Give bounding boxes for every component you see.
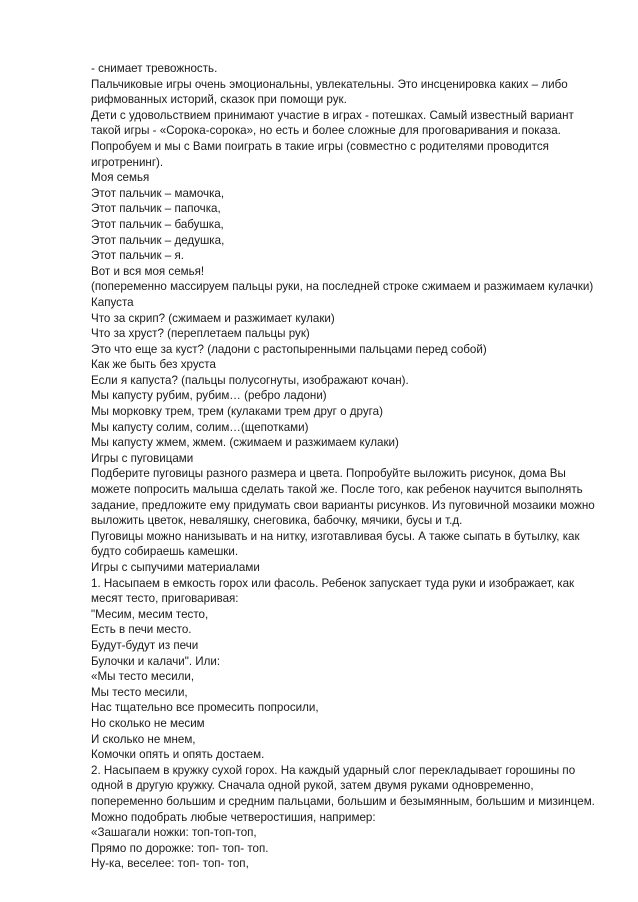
text-line: Дети с удовольствием принимают участие в играх - потешках. Самый известный вариант xyxy=(91,108,574,122)
verse-line: Что за хруст? (переплетаем пальцы рук) xyxy=(91,327,310,341)
verse-line: Мы тесто месили, xyxy=(91,685,188,699)
verse-line: Если я капуста? (пальцы полусогнуты, изображают кочан). xyxy=(91,373,409,387)
verse-line: Это что еще за куст? (ладони с растопыренными пальцами перед собой) xyxy=(91,342,487,356)
verse-line: Будут-будут из печи xyxy=(91,638,199,652)
verse-line: Вот и вся моя семья! xyxy=(91,264,205,278)
text-line: месят тесто, приговаривая: xyxy=(91,592,239,606)
verse-line: Булочки и калачи". Или: xyxy=(91,654,221,668)
document-body xyxy=(91,61,596,872)
text-line: Подберите пуговицы разного размера и цвета. Попробуйте выложить рисунок, дома Вы xyxy=(91,467,566,481)
verse-line: Комочки опять и опять достаем. xyxy=(91,748,265,762)
verse-line: «Мы тесто месили, xyxy=(91,670,195,684)
section-heading: Игры с сыпучими материалами xyxy=(91,561,260,574)
verse-line: Мы капусту жмем, жмем. (сжимаем и разжимаем кулаки) xyxy=(91,436,399,450)
verse-line: Есть в печи место. xyxy=(91,623,192,637)
text-line: рифмованных историй, сказок при помощи рук. xyxy=(91,93,347,107)
verse-line: Что за скрип? (сжимаем и разжимает кулаки) xyxy=(91,311,335,325)
section-heading: Капуста xyxy=(91,295,134,309)
verse-line: Как же быть без хруста xyxy=(91,358,216,372)
text-line: задание, предложите ему придумать свои варианты рисунков. Из пуговичной мозаики можно xyxy=(91,498,595,512)
text-line: 1. Насыпаем в емкость горох или фасоль. Ребенок запускает туда руки и изображает, как xyxy=(91,576,575,590)
verse-line: И сколько не мнем, xyxy=(91,732,196,746)
text-line: игротренинг). xyxy=(91,155,164,169)
section-heading: Игры с пуговицами xyxy=(91,451,194,465)
text-line: Пуговицы можно нанизывать и на нитку, изготавливая бусы. А также сыпать в бутылку, как xyxy=(91,529,580,543)
verse-line: Прямо по дорожке: топ- топ- топ. xyxy=(91,841,269,855)
verse-line: Этот пальчик – дедушка, xyxy=(91,233,225,247)
verse-line: "Месим, месим тесто, xyxy=(91,607,209,621)
text-line: можете попросить малыша сделать такой же. После того, как ребенок научится выполнять xyxy=(91,483,583,497)
text-line: будто собираешь камешки. xyxy=(91,545,239,559)
verse-line: Этот пальчик – я. xyxy=(91,249,184,263)
text-line: Можно подобрать любые четверостишия, например: xyxy=(91,810,376,824)
verse-line: Нас тщательно все промесить попросили, xyxy=(91,701,319,715)
text-line: Попробуем и мы с Вами поиграть в такие игры (совместно с родителями проводится xyxy=(91,139,549,153)
text-line: попеременно большим и средним пальцами, большим и безымянным, большим и мизинцем. xyxy=(91,794,595,808)
verse-line: Этот пальчик – мамочка, xyxy=(91,186,225,200)
text-line: Пальчиковые игры очень эмоциональны, увлекательны. Это инсценировка каких – либо xyxy=(91,77,568,91)
verse-line: Мы капусту солим, солим…(щепотками) xyxy=(91,420,309,434)
text-line: такой игры - «Сорока-сорока», но есть и более сложные для проговаривания и показа. xyxy=(91,124,561,138)
text-line: 2. Насыпаем в кружку сухой горох. На каждый ударный слог перекладывает горошины по xyxy=(91,763,576,777)
verse-line: Этот пальчик – папочка, xyxy=(91,202,221,216)
text-line: (попеременно массируем пальцы руки, на последней строке сжимаем и разжимаем кулачки) xyxy=(91,280,594,294)
verse-line: Но сколько не месим xyxy=(91,716,205,730)
section-heading: Моя семья xyxy=(91,171,150,185)
text-line: одной в другую кружку. Сначала одной рукой, затем двумя руками одновременно, xyxy=(91,779,534,793)
verse-line: «Зашагали ножки: топ-топ-топ, xyxy=(91,826,257,840)
text-line: выложить цветок, неваляшку, снеговика, бабочку, мячики, бусы и т.д. xyxy=(91,514,463,528)
verse-line: Мы морковку трем, трем (кулаками трем друг о друга) xyxy=(91,405,383,419)
verse-line: Этот пальчик – бабушка, xyxy=(91,217,224,231)
text-line: - снимает тревожность. xyxy=(91,62,218,75)
verse-line: Ну-ка, веселее: топ- топ- топ, xyxy=(91,857,249,871)
verse-line: Мы капусту рубим, рубим… (ребро ладони) xyxy=(91,389,327,403)
